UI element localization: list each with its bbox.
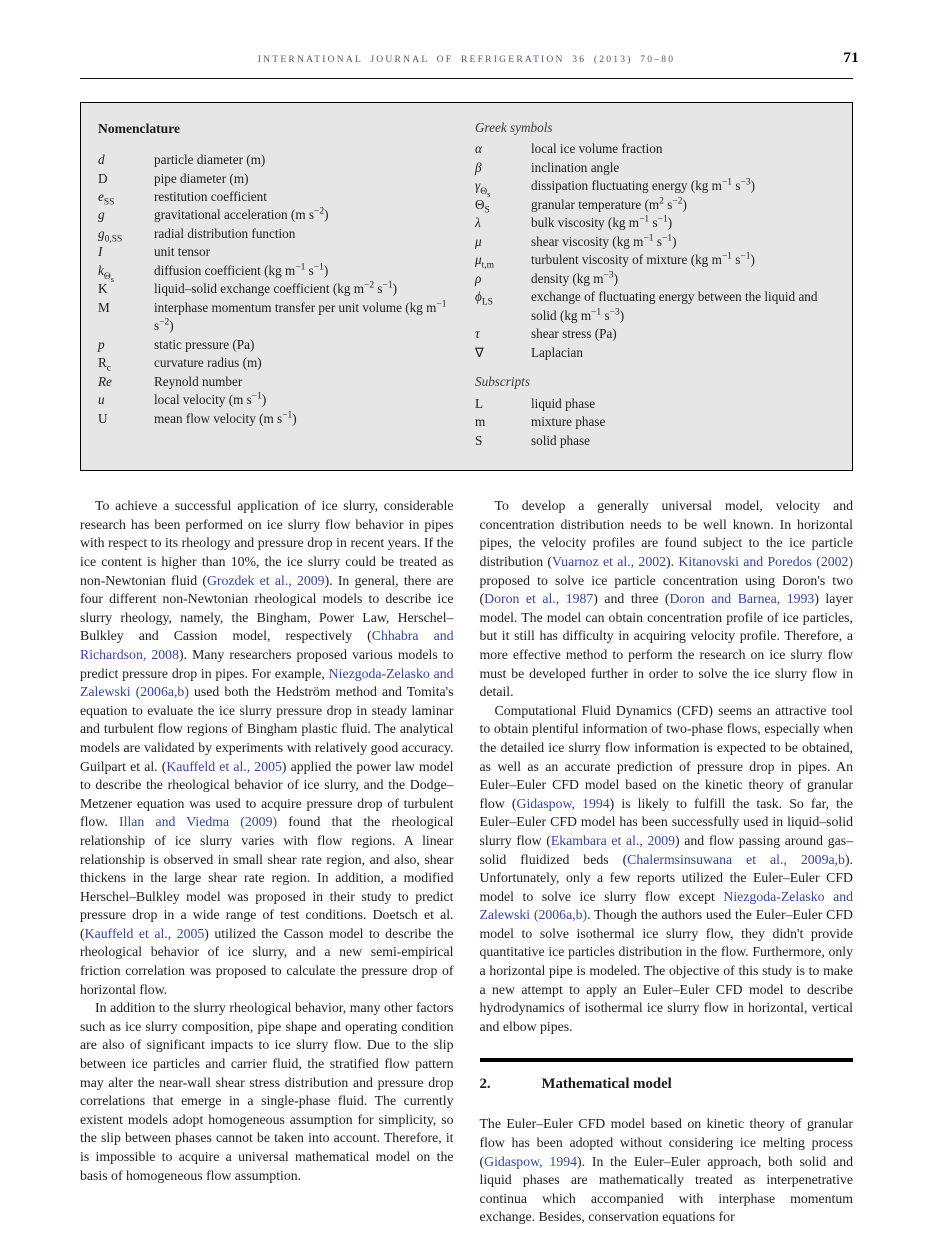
citation-link[interactable]: Niezgoda-Zelasko and Zalewski (2006a,b): [80, 665, 454, 700]
nomenclature-entry: [98, 188, 461, 206]
symbol: m: [475, 414, 486, 430]
symbol: ∇: [475, 344, 484, 360]
page-number: 71: [843, 50, 859, 66]
nomenclature-entry: [475, 233, 838, 251]
definition: diffusion coefficient (kg $m^{-1}$ $s^{-1}$): [154, 262, 329, 278]
definition: static pressure (Pa): [154, 336, 255, 352]
symbol: μ: [475, 233, 482, 249]
body-columns: [80, 497, 853, 1227]
symbol: K: [98, 281, 108, 297]
nomenclature-entry: [98, 280, 461, 298]
definition: gravitational acceleration (m $s^{-2}$): [154, 207, 329, 223]
nomenclature-box: [80, 102, 853, 471]
definition: shear stress (Pa): [531, 326, 617, 342]
nomenclature-entry: [475, 140, 838, 158]
symbol: $\mu_{t,m}$: [475, 252, 495, 272]
definition: dissipation fluctuating energy (kg $m^{-1}$ $s^{-3}$): [531, 178, 756, 194]
definition: local velocity (m $s^{-1}$): [154, 391, 267, 408]
definition: particle diameter (m): [154, 152, 266, 168]
nomenclature-subscripts-list: [475, 395, 838, 450]
subscripts-heading: Subscripts: [475, 374, 530, 390]
nomenclature-entry: [98, 262, 461, 284]
header-divider: [80, 78, 853, 79]
paragraph: The Euler–Euler CFD model based on kinetic theory of granular flow has been adopted without considering ice melting process (Gidaspow, 1994). In the Euler–Euler approach, both solid and liquid phases are mathematically treated as interpenetrative continua which accompanied with interphase momentum exchange. Besides, conservation equations for: [479, 1116, 853, 1225]
citation-link[interactable]: Grozdek et al., 2009: [206, 572, 325, 588]
definition: radial distribution function: [154, 225, 296, 241]
citation-link[interactable]: Kitanovski and Poredos (2002): [678, 554, 854, 570]
nomenclature-entry: [98, 299, 461, 336]
definition: density (kg $m^{-3}$): [531, 270, 619, 286]
citation-link[interactable]: Ekambara et al., 2009: [550, 832, 676, 848]
nomenclature-entry: [98, 225, 461, 243]
nomenclature-entry: [98, 373, 461, 391]
nomenclature-entry: [98, 206, 461, 224]
nomenclature-entry: [98, 151, 461, 169]
citation-link[interactable]: Kauffeld et al., 2005: [84, 925, 205, 941]
symbol: Re: [98, 373, 112, 389]
nomenclature-greek-list: [475, 140, 838, 362]
symbol: g: [98, 207, 105, 223]
symbol: $R_c$: [98, 355, 112, 374]
definition: mean flow velocity (m $s^{-1}$): [154, 410, 297, 426]
nomenclature-entry: [475, 395, 838, 413]
symbol: $g_{0,SS}$: [98, 225, 123, 245]
symbol: β: [475, 159, 482, 175]
citation-link[interactable]: Vuarnoz et al., 2002: [552, 554, 667, 570]
symbol: L: [475, 395, 484, 411]
symbol: I: [98, 244, 103, 260]
paragraph: In addition to the slurry rheological behavior, many other factors such as ice slurry composition, pipe shape and operating condition are also of significant impacts to ice slurry flow. Due to the slip between ice particles and carrier fluid, the stratified flow pattern may alter the near-wall shear stress distribution and pressure drop correlations that emerge in a single-phase fluid. The currently existent models adopt homogeneous assumption for simplicity, so the slip between phases cannot be taken into account. Therefore, it is impossible to acquire a universal mathematical model on the basis of homogeneous flow assumption.: [80, 1000, 454, 1183]
nomenclature-entry: [98, 170, 461, 188]
citation-link[interactable]: Kauffeld et al., 2005: [166, 758, 282, 774]
definition: liquid–solid exchange coefficient (kg $m^{-2}$ $s^{-1}$): [154, 281, 398, 297]
nomenclature-right-column: [475, 119, 838, 450]
nomenclature-entry: [475, 432, 838, 450]
definition: solid phase: [531, 432, 590, 448]
symbol: $k_{\Theta_s}$: [98, 262, 114, 284]
symbol: d: [98, 152, 105, 168]
section-number: 2.: [479, 1076, 491, 1093]
symbol: $\Theta_S$: [475, 196, 490, 216]
definition: curvature radius (m): [154, 355, 262, 371]
definition: exchange of fluctuating energy between the liquid and solid (kg $m^{-1}$ $s^{-3}$): [531, 289, 818, 323]
page-header: [80, 50, 859, 70]
definition: Laplacian: [531, 344, 583, 360]
paragraph: Computational Fluid Dynamics (CFD) seems an attractive tool to obtain plentiful information of two-phase flows, especially when the detailed ice slurry flow information is expected to be obtained, as well as an accurate prediction of pressure drop in pipes. An Euler–Euler CFD model based on the kinetic theory of granular flow (Gidaspow, 1994) is likely to fulfill the task. So far, the Euler–Euler CFD model has been successfully used in liquid–solid slurry flow (Ekambara et al., 2009) and flow passing around gas–solid fluidized beds (Chalermsinsuwana et al., 2009a,b). Unfortunately, only a few reports utilized the Euler–Euler CFD model to solve ice slurry flow except Niezgoda-Zelasko and Zalewski (2006a,b). Though the authors used the Euler–Euler CFD model to solve isothermal ice slurry flow, they didn't provide quantitative ice particles distribution in the flow. Furthermore, only a horizontal pipe is modeled. The objective of this study is to make a new attempt to apply an Euler–Euler CFD model to describe hydrodynamics of isothermal ice slurry flow in horizontal, vertical and elbow pipes.: [479, 702, 854, 1034]
definition: restitution coefficient: [154, 189, 267, 204]
section-title: Mathematical model: [541, 1076, 672, 1093]
left-paragraphs: [80, 497, 454, 1185]
greek-symbols-heading: Greek symbols: [475, 120, 553, 135]
citation-link[interactable]: Niezgoda-Zelasko and Zalewski (2006a,b): [479, 888, 853, 923]
nomenclature-entry: [475, 288, 838, 325]
nomenclature-entry: [475, 270, 838, 288]
nomenclature-entry: [98, 354, 461, 372]
symbol: $\phi_{LS}$: [475, 289, 493, 308]
definition: Reynold number: [154, 373, 243, 389]
symbol: u: [98, 392, 105, 408]
nomenclature-entry: [475, 196, 838, 214]
citation-link[interactable]: Chhabra and Richardson, 2008: [80, 628, 454, 662]
nomenclature-entry: [475, 344, 838, 362]
definition: unit tensor: [154, 244, 211, 260]
nomenclature-entry: [475, 177, 838, 199]
symbol: D: [98, 170, 108, 186]
nomenclature-entry: [475, 325, 838, 343]
section-heading: [480, 1075, 854, 1095]
definition: turbulent viscosity of mixture (kg $m^{-1}$ $s^{-1}$): [531, 252, 755, 268]
definition: inclination angle: [531, 159, 620, 175]
citation-link[interactable]: Doron et al., 1987: [484, 591, 594, 607]
citation-link[interactable]: Gidaspow, 1994: [484, 1153, 578, 1169]
nomenclature-entry: [98, 410, 461, 428]
body-left-column: [80, 497, 454, 1227]
nomenclature-entry: [98, 391, 461, 409]
symbol: $\gamma_{\Theta_s}$: [475, 178, 491, 199]
nomenclature-entry: [475, 159, 838, 177]
nomenclature-entry: [475, 413, 838, 431]
definition: liquid phase: [531, 395, 596, 411]
body-right-column: [480, 497, 854, 1227]
definition: shear viscosity (kg $m^{-1}$ $s^{-1}$): [531, 233, 677, 249]
section-divider: [480, 1058, 854, 1062]
nomenclature-entry: [98, 243, 461, 261]
definition: granular temperature ($m^2$ $s^{-2}$): [531, 196, 687, 212]
section-paragraphs: [480, 1115, 854, 1227]
definition: local ice volume fraction: [531, 141, 663, 157]
citation-link[interactable]: Illan and Viedma (2009): [119, 814, 278, 830]
symbol: α: [475, 141, 482, 157]
symbol: U: [98, 410, 108, 426]
nomenclature-left-column: [98, 119, 461, 450]
paragraph: To achieve a successful application of ice slurry, considerable research has been performed on ice slurry flow behavior in pipes with respect to its rheology and pressure drop in recent years. If the ice content is higher than 10%, the ice slurry could be treated as non-Newtonian fluid (Grozdek et al., 2009). In general, there are four different non-Newtonian rheological models to describe ice slurry rheology, namely, the Bingham, Power Law, Herschel–Bulkley and Cassion model, respectively (Chhabra and Richardson, 2008). Many researchers proposed various models to predict pressure drop in pipes. For example, Niezgoda-Zelasko and Zalewski (2006a,b) used both the Hedström method and Tomita's equation to evaluate the ice slurry pressure drop in steady laminar and turbulent flow regions of Bingham plastic fluid. The analytical models are validated by experiments with relatively good accuracy. Guilpart et al. (Kauffeld et al., 2005) applied the power law model to describe the rheological behavior of ice slurry, and the Dodge–Metzener equation was used to acquire pressure drop of turbulent flow. Illan and Viedma (2009) found that the rheological relationship of ice slurry varies with flow regions. A linear relationship is observed in small shear rate region, and also, shear thickens in the large shear rate region. In addition, a modified Herschel–Bulkley model was proposed in their study to predict pressure drop in a wide range of test conditions. Doetsch et al. (Kauffeld et al., 2005) utilized the Casson model to describe the rheological behavior of ice slurry, and a new semi-empirical friction correlation was proposed to calculate the pressure drop of horizontal flow.: [80, 498, 454, 997]
definition: mixture phase: [531, 414, 606, 430]
symbol: M: [98, 299, 110, 315]
nomenclature-entry: [98, 336, 461, 354]
nomenclature-entry: [475, 214, 838, 232]
symbol: p: [98, 336, 105, 352]
journal-title: INTERNATIONAL JOURNAL OF REFRIGERATION 36 (2013) 70–80: [257, 54, 676, 65]
symbol: $e_{SS}$: [98, 189, 115, 208]
definition: pipe diameter (m): [154, 170, 249, 186]
citation-link[interactable]: Chalermsinsuwana et al., 2009a,b: [627, 851, 845, 867]
symbol: λ: [475, 215, 481, 231]
citation-link[interactable]: Gidaspow, 1994: [516, 795, 610, 811]
nomenclature-entry: [475, 251, 838, 272]
right-paragraphs: [480, 497, 854, 1036]
symbol: ρ: [475, 270, 482, 286]
symbol: S: [475, 432, 483, 448]
nomenclature-title: Nomenclature: [98, 121, 181, 136]
nomenclature-left-list: [98, 151, 461, 428]
definition: bulk viscosity (kg $m^{-1}$ $s^{-1}$): [531, 215, 673, 231]
citation-link[interactable]: Doron and Barnea, 1993: [669, 591, 815, 607]
paragraph: To develop a generally universal model, velocity and concentration distribution needs to be well known. In horizontal pipes, the velocity profiles are found subject to the ice particle distribution (Vuarnoz et al., 2002). Kitanovski and Poredos (2002) proposed to solve ice particle concentration using Doron's two (Doron et al., 1987) and three (Doron and Barnea, 1993) layer model. The model can obtain concentration profile of ice particles, but it still has difficulty in acquiring velocity profile. Therefore, a more effective method to perform the research on ice slurry flow must be developed further in order to solve the ice slurry flow in detail.: [479, 498, 854, 700]
symbol: τ: [475, 326, 480, 342]
definition: interphase momentum transfer per unit volume (kg $m^{-1}$ $s^{-2}$): [154, 299, 447, 334]
